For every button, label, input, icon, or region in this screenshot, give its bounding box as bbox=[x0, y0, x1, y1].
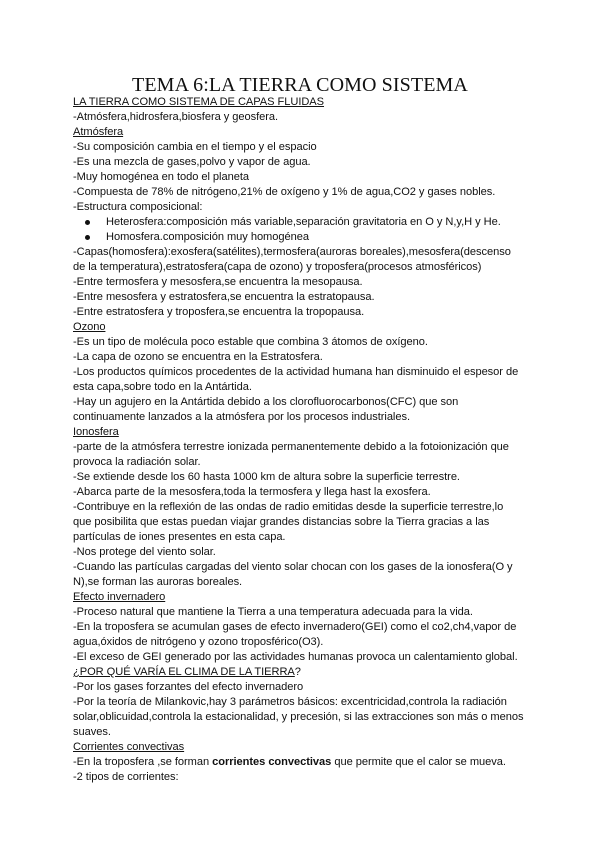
text-line bbox=[73, 380, 533, 395]
text-line bbox=[73, 470, 533, 485]
text-line bbox=[73, 155, 533, 170]
text-line-content: -Es un tipo de molécula poco estable que combina 3 átomos de oxígeno. bbox=[73, 336, 428, 348]
text-line-content: -Su composición cambia en el tiempo y el espacio bbox=[73, 141, 317, 153]
text-line-content: -En la troposfera ,se forman bbox=[73, 756, 213, 768]
section-heading-text: Ozono bbox=[73, 321, 106, 333]
section-heading bbox=[73, 125, 533, 140]
text-line-content: -parte de la atmósfera terrestre ionizada permanentemente debido a la fotoionización que bbox=[73, 441, 509, 453]
text-line bbox=[73, 770, 533, 785]
text-line-content: -Se extiende desde los 60 hasta 1000 km de altura sobre la superficie terrestre. bbox=[73, 471, 460, 483]
text-line-content: -Hay un agujero en la Antártida debido a los clorofluorocarbonos(CFC) que son bbox=[73, 396, 459, 408]
text-line bbox=[73, 305, 533, 320]
text-line bbox=[73, 110, 533, 125]
text-line-content: -Entre mesosfera y estratosfera,se encuentra la estratopausa. bbox=[73, 291, 375, 303]
text-line bbox=[73, 185, 533, 200]
text-line-content: -Nos protege del viento solar. bbox=[73, 546, 216, 558]
text-line-content: -Estructura composicional: bbox=[73, 201, 203, 213]
text-line-content: esta capa,sobre todo en la Antártida. bbox=[73, 381, 252, 393]
text-line-content: -Entre estratosfera y troposfera,se encuentra la tropopausa. bbox=[73, 306, 365, 318]
section-heading bbox=[73, 590, 533, 605]
section-heading bbox=[73, 665, 533, 680]
text-line bbox=[73, 560, 533, 575]
text-line-content: -2 tipos de corrientes: bbox=[73, 771, 179, 783]
text-line bbox=[73, 290, 533, 305]
text-line-content: -Contribuye en la reflexión de las ondas de radio emitidas desde la superficie terrestre,lo bbox=[73, 501, 504, 513]
text-line bbox=[73, 530, 533, 545]
text-line-content: de la temperatura),estratosfera(capa de ozono) y troposfera(procesos atmosféricos) bbox=[73, 261, 482, 273]
text-line-content: agua,óxidos de nitrógeno y ozono troposférico(O3). bbox=[73, 636, 324, 648]
text-line bbox=[73, 500, 533, 515]
text-line bbox=[73, 755, 533, 770]
text-line bbox=[73, 365, 533, 380]
text-line-content: -Es una mezcla de gases,polvo y vapor de agua. bbox=[73, 156, 311, 168]
section-heading-text: LA TIERRA COMO SISTEMA DE CAPAS FLUIDAS bbox=[73, 96, 325, 108]
text-line bbox=[73, 200, 533, 215]
section-heading bbox=[73, 320, 533, 335]
page-title: TEMA 6:LA TIERRA COMO SISTEMA bbox=[132, 74, 468, 96]
section-heading-text: ¿POR QUÉ VARÍA EL CLIMA DE LA TIERRA bbox=[73, 666, 295, 678]
text-line-content: -Por la teoría de Milankovic,hay 3 parámetros básicos: excentricidad,controla la radiación bbox=[73, 696, 507, 708]
text-line-content: -Los productos químicos procedentes de la actividad humana han disminuido el espesor de bbox=[73, 366, 519, 378]
text-line bbox=[73, 455, 533, 470]
section-heading-text: Corrientes convectivas bbox=[73, 741, 185, 753]
text-line bbox=[73, 350, 533, 365]
text-line bbox=[73, 650, 533, 665]
text-line-content: -Cuando las partículas cargadas del viento solar chocan con los gases de la ionosfera(O y bbox=[73, 561, 513, 573]
text-line-content: partículas de iones presentes en esta capa. bbox=[73, 531, 286, 543]
text-line bbox=[73, 545, 533, 560]
text-line bbox=[73, 260, 533, 275]
text-line bbox=[73, 575, 533, 590]
text-line-content: continuamente lanzados a la atmósfera por los procesos industriales. bbox=[73, 411, 410, 423]
text-line-content: que posibilita que estas puedan viajar grandes distancias sobre la Tierra gracias a las bbox=[73, 516, 490, 528]
bullet-dot-icon bbox=[85, 235, 90, 240]
text-line-content: -Entre termosfera y mesosfera,se encuentra la mesopausa. bbox=[73, 276, 363, 288]
document-body bbox=[73, 95, 533, 785]
text-line bbox=[73, 170, 533, 185]
bullet-dot-icon bbox=[85, 220, 90, 225]
text-line-content: -La capa de ozono se encuentra en la Estratosfera. bbox=[73, 351, 323, 363]
text-line bbox=[73, 335, 533, 350]
text-line-content: provoca la radiación solar. bbox=[73, 456, 201, 468]
text-line bbox=[73, 695, 533, 710]
bold-term: corrientes convectivas bbox=[212, 756, 332, 768]
text-line bbox=[73, 725, 533, 740]
bullet-item bbox=[73, 230, 533, 245]
text-line-content: -Capas(homosfera):exosfera(satélites),termosfera(auroras boreales),mesosfera(descenso bbox=[73, 246, 511, 258]
text-line-content: -En la troposfera se acumulan gases de efecto invernadero(GEI) como el co2,ch4,vapor de bbox=[73, 621, 517, 633]
text-line-content: -Atmósfera,hidrosfera,biosfera y geosfera. bbox=[73, 111, 279, 123]
text-line-content: -El exceso de GEI generado por las actividades humanas provoca un calentamiento global. bbox=[73, 651, 518, 663]
text-line bbox=[73, 515, 533, 530]
bullet-text: Heterosfera:composición más variable,separación gravitatoria en O y N,y,H y He. bbox=[106, 216, 501, 228]
text-line bbox=[73, 605, 533, 620]
text-line bbox=[73, 680, 533, 695]
text-line bbox=[73, 275, 533, 290]
text-line-content: suaves. bbox=[73, 726, 111, 738]
section-heading-text: Ionosfera bbox=[73, 426, 119, 438]
text-line bbox=[73, 440, 533, 455]
text-line bbox=[73, 140, 533, 155]
text-line bbox=[73, 485, 533, 500]
text-line-content: -Compuesta de 78% de nitrógeno,21% de oxígeno y 1% de agua,CO2 y gases nobles. bbox=[73, 186, 496, 198]
text-line-content: -Abarca parte de la mesosfera,toda la termosfera y llega hast la exosfera. bbox=[73, 486, 431, 498]
section-heading bbox=[73, 95, 533, 110]
section-heading-text: Atmósfera bbox=[73, 126, 124, 138]
text-line-content: -Por los gases forzantes del efecto invernadero bbox=[73, 681, 304, 693]
text-line bbox=[73, 245, 533, 260]
section-heading bbox=[73, 740, 533, 755]
text-line-content: -Muy homogénea en todo el planeta bbox=[73, 171, 249, 183]
text-line bbox=[73, 635, 533, 650]
text-line-content: solar,oblicuidad,controla la estacionalidad, y precesión, si las extracciones son más o menos bbox=[73, 711, 524, 723]
text-line-content: -Proceso natural que mantiene la Tierra a una temperatura adecuada para la vida. bbox=[73, 606, 473, 618]
bullet-item bbox=[73, 215, 533, 230]
text-line-rest: que permite que el calor se mueva. bbox=[331, 756, 506, 768]
text-line bbox=[73, 410, 533, 425]
text-line bbox=[73, 395, 533, 410]
text-line bbox=[73, 620, 533, 635]
text-line-content: N),se forman las auroras boreales. bbox=[73, 576, 243, 588]
section-heading bbox=[73, 425, 533, 440]
text-line bbox=[73, 710, 533, 725]
section-heading-suffix: ? bbox=[294, 666, 301, 678]
section-heading-text: Efecto invernadero bbox=[73, 591, 166, 603]
bullet-text: Homosfera.composición muy homogénea bbox=[106, 231, 309, 243]
